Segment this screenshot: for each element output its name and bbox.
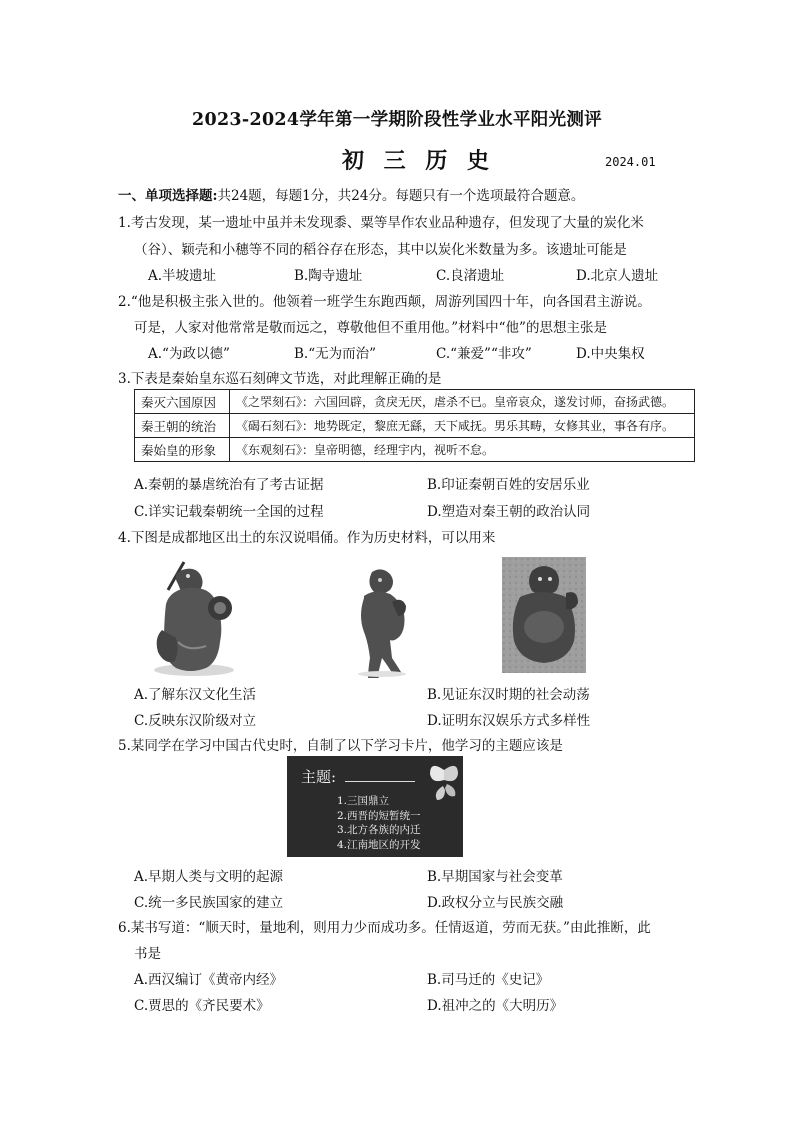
q4-stem: 4.下图是成都地区出土的东汉说唱俑。作为历史材料，可以用来 xyxy=(118,530,496,546)
exam-date: 2024.01 xyxy=(605,155,656,169)
q3-option-a[interactable]: A.秦朝的暴虐统治有了考古证据 xyxy=(134,477,324,493)
exam-title: 2023-2024学年第一学期阶段性学业水平阳光测评 xyxy=(192,110,602,130)
q5-option-b[interactable]: B.早期国家与社会变革 xyxy=(427,869,563,885)
section-text: 共24题，每题1分，共24分。每题只有一个选项最符合题意。 xyxy=(217,188,585,204)
q4-option-a[interactable]: A.了解东汉文化生活 xyxy=(134,687,257,703)
section-heading xyxy=(118,184,584,204)
q6-line1: 6.某书写道：“顺天时，量地利，则用力少而成功多。任情返道，劳而无获。”由此推断，此 xyxy=(118,920,651,936)
table-value: 《之罘刻石》：六国回辟，贪戾无厌，虐杀不已。皇帝哀众，遂发讨师，奋扬武德。 xyxy=(230,390,695,414)
figurine-storyteller-image xyxy=(502,557,586,673)
q3-option-c[interactable]: C.详实记载秦朝统一全国的过程 xyxy=(134,504,324,520)
q1-line2: （谷）、颖壳和小穗等不同的稻谷存在形态，其中以炭化米数量为多。该遗址可能是 xyxy=(134,242,627,258)
q6-option-d[interactable]: D.祖冲之的《大明历》 xyxy=(427,998,564,1014)
q1-option-a[interactable]: A.半坡遗址 xyxy=(148,268,217,284)
q6-option-b[interactable]: B.司马迁的《史记》 xyxy=(427,972,550,988)
butterfly-decoration-icon xyxy=(427,760,461,804)
study-card xyxy=(287,756,463,857)
q4-option-c[interactable]: C.反映东汉阶级对立 xyxy=(134,713,257,729)
figurine-dancer-image xyxy=(342,566,416,678)
list-item: 4.江南地区的开发 xyxy=(337,838,421,851)
q2-option-c[interactable]: C.“兼爱”“非攻” xyxy=(436,346,532,362)
table-value: 《东观刻石》：皇帝明德，经理宇内，视听不怠。 xyxy=(230,438,695,462)
q1-option-b[interactable]: B.陶寺遗址 xyxy=(294,268,363,284)
exam-subtitle: 初 三 历 史 xyxy=(342,148,495,174)
list-item: 2.西晋的短暂统一 xyxy=(337,809,421,822)
list-item: 1.三国鼎立 xyxy=(337,795,390,807)
q5-option-a[interactable]: A.早期人类与文明的起源 xyxy=(134,869,284,885)
figurine-drummer-image xyxy=(148,560,240,678)
list-item: 3.北方各族的内迁 xyxy=(337,824,421,836)
study-card-blank xyxy=(345,781,415,782)
section-label: 一、单项选择题: xyxy=(118,188,218,204)
q3-option-d[interactable]: D.塑造对秦王朝的政治认同 xyxy=(427,504,591,520)
q4-option-d[interactable]: D.证明东汉娱乐方式多样性 xyxy=(427,713,591,729)
q5-option-d[interactable]: D.政权分立与民族交融 xyxy=(427,895,564,911)
q1-line1: 1.考古发现，某一遗址中虽并未发现黍、粟等旱作农业品种遗存，但发现了大量的炭化米 xyxy=(118,215,644,231)
q3-table xyxy=(134,389,695,462)
table-key: 秦王朝的统治 xyxy=(135,414,230,438)
q6-line2: 书是 xyxy=(134,946,161,962)
table-key: 秦始皇的形象 xyxy=(135,438,230,462)
study-card-items xyxy=(337,794,421,852)
q2-option-b[interactable]: B.“无为而治” xyxy=(294,346,377,362)
q6-option-a[interactable]: A.西汉编订《黄帝内经》 xyxy=(134,972,284,988)
q3-option-b[interactable]: B.印证秦朝百姓的安居乐业 xyxy=(427,477,590,493)
q5-option-c[interactable]: C.统一多民族国家的建立 xyxy=(134,895,284,911)
q5-stem: 5.某同学在学习中国古代史时，自制了以下学习卡片，他学习的主题应该是 xyxy=(118,738,563,754)
q1-option-d[interactable]: D.北京人遗址 xyxy=(576,268,659,284)
q2-option-a[interactable]: A.“为政以德” xyxy=(148,346,230,362)
q4-option-b[interactable]: B.见证东汉时期的社会动荡 xyxy=(427,687,590,703)
table-value: 《碣石刻石》：地势既定，黎庶无繇，天下咸抚。男乐其畴，女修其业，事各有序。 xyxy=(230,414,695,438)
q3-stem: 3.下表是秦始皇东巡石刻碑文节选，对此理解正确的是 xyxy=(118,371,442,387)
table-row xyxy=(135,414,695,438)
q2-line2: 可是，人家对他常常是敬而远之，尊敬他但不重用他。”材料中“他”的思想主张是 xyxy=(134,320,607,336)
q1-option-c[interactable]: C.良渚遗址 xyxy=(436,268,505,284)
study-card-heading: 主题: xyxy=(301,768,337,786)
table-row xyxy=(135,438,695,462)
q6-option-c[interactable]: C.贾思的《齐民要术》 xyxy=(134,998,270,1014)
q2-line1: 2.“他是积极主张入世的。他领着一班学生东跑西颠，周游列国四十年，向各国君主游说。 xyxy=(118,294,651,310)
table-row xyxy=(135,390,695,414)
q2-option-d[interactable]: D.中央集权 xyxy=(576,346,645,362)
table-key: 秦灭六国原因 xyxy=(135,390,230,414)
